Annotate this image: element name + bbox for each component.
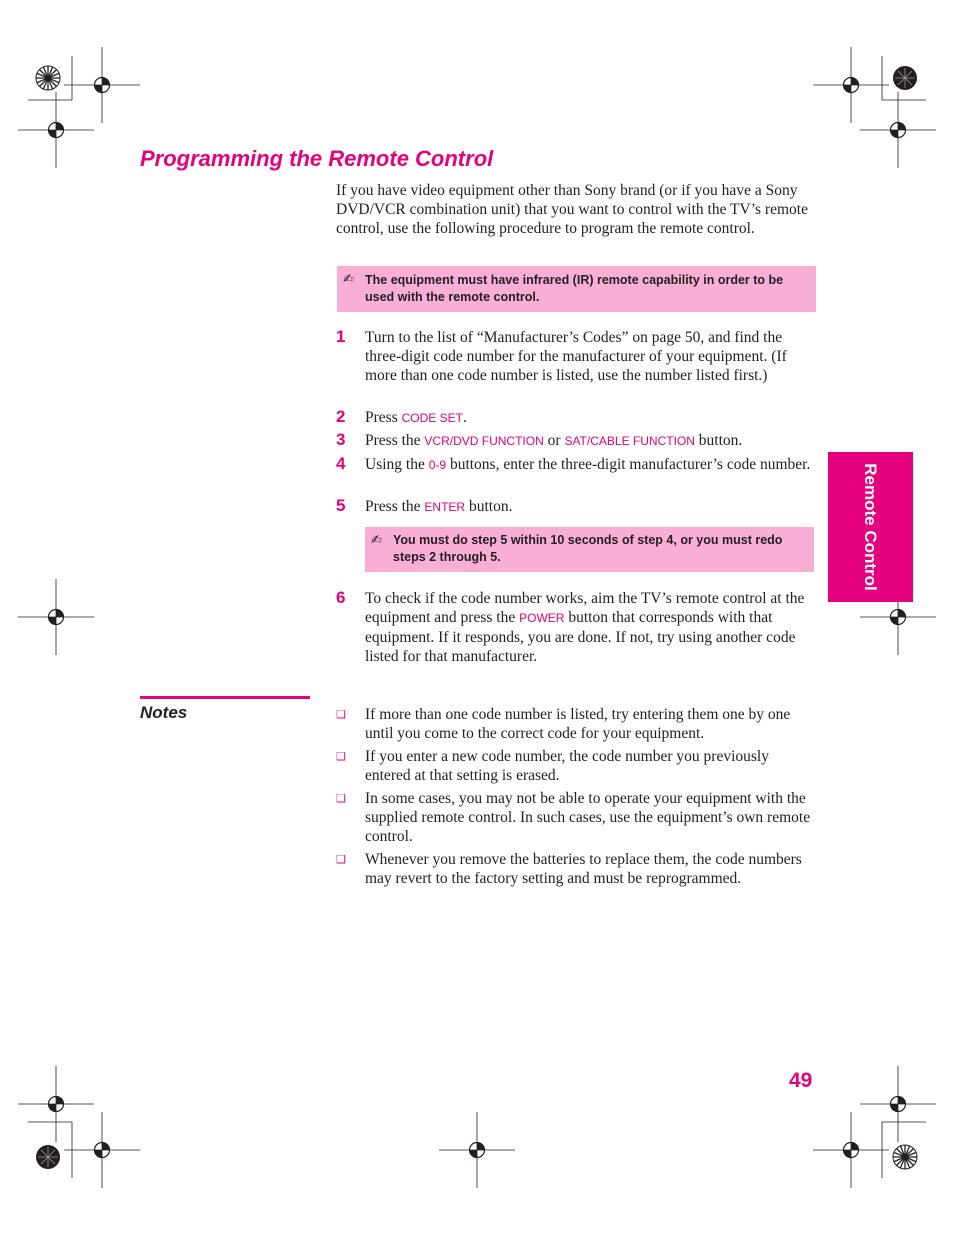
checkbox-bullet-icon: ❑ (336, 793, 346, 805)
note-box-timing (365, 527, 814, 572)
step-text: Press the VCR/DVD FUNCTION or SAT/CABLE FUNCTION button. (365, 432, 743, 449)
page-number: 49 (789, 1069, 813, 1092)
button-name: CODE SET (401, 411, 463, 425)
page-title: Programming the Remote Control (140, 146, 494, 171)
checkbox-bullet-icon: ❑ (336, 854, 346, 866)
notes-divider (140, 696, 310, 699)
note-box-ir (337, 266, 816, 312)
step-text: Press CODE SET. (365, 409, 467, 426)
checkbox-bullet-icon: ❑ (336, 751, 346, 763)
step-text: To check if the code number works, aim the TV’s remote control at the equipment and press the POWER button that corresponds with that equipment. If it responds, you are done. If not, try using another code listed for that manufacturer. (365, 590, 805, 665)
step-number: 2 (336, 407, 346, 426)
pencil-note-icon: ✍ (371, 532, 382, 547)
button-name: ENTER (424, 500, 466, 514)
button-name: POWER (519, 611, 565, 625)
pencil-note-icon: ✍ (343, 271, 354, 286)
step-number: 3 (336, 430, 346, 449)
step-number: 5 (336, 496, 346, 515)
section-tab-label: Remote Control (861, 463, 880, 591)
step-number: 6 (336, 588, 346, 607)
step-number: 4 (336, 454, 346, 473)
section-tab (828, 452, 913, 602)
note-item: If more than one code number is listed, try entering them one by one until you come to the correct code for your equipment. (365, 706, 791, 742)
step-number: 1 (336, 327, 346, 346)
note-item: If you enter a new code number, the code number you previously entered at that setting is erased. (365, 748, 769, 784)
notes-heading: Notes (140, 703, 188, 722)
note-text: You must do step 5 within 10 seconds of step 4, or you must redo steps 2 through 5. (393, 533, 783, 564)
note-item: Whenever you remove the batteries to replace them, the code numbers may revert to the factory setting and must be reprogrammed. (365, 851, 802, 887)
step-text: Press the ENTER button. (365, 498, 513, 515)
note-item: In some cases, you may not be able to operate your equipment with the supplied remote control. In such cases, use the equipment’s own remote control. (365, 790, 811, 845)
step-text: Turn to the list of “Manufacturer’s Codes” on page 50, and find the three-digit code number for the manufacturer of your equipment. (If more than one code number is listed, use the number listed first.) (365, 329, 787, 384)
step-text: Using the 0-9 buttons, enter the three-digit manufacturer’s code number. (365, 456, 811, 473)
button-name: 0-9 (428, 458, 447, 472)
checkbox-bullet-icon: ❑ (336, 709, 346, 721)
note-text: The equipment must have infrared (IR) remote capability in order to be used with the remote control. (365, 273, 784, 304)
button-name: VCR/DVD FUNCTION (424, 434, 544, 448)
button-name: SAT/CABLE FUNCTION (564, 434, 695, 448)
intro-paragraph: If you have video equipment other than Sony brand (or if you have a Sony DVD/VCR combination unit) that you want to control with the TV’s remote control, use the following procedure to program the remote control. (336, 182, 808, 237)
